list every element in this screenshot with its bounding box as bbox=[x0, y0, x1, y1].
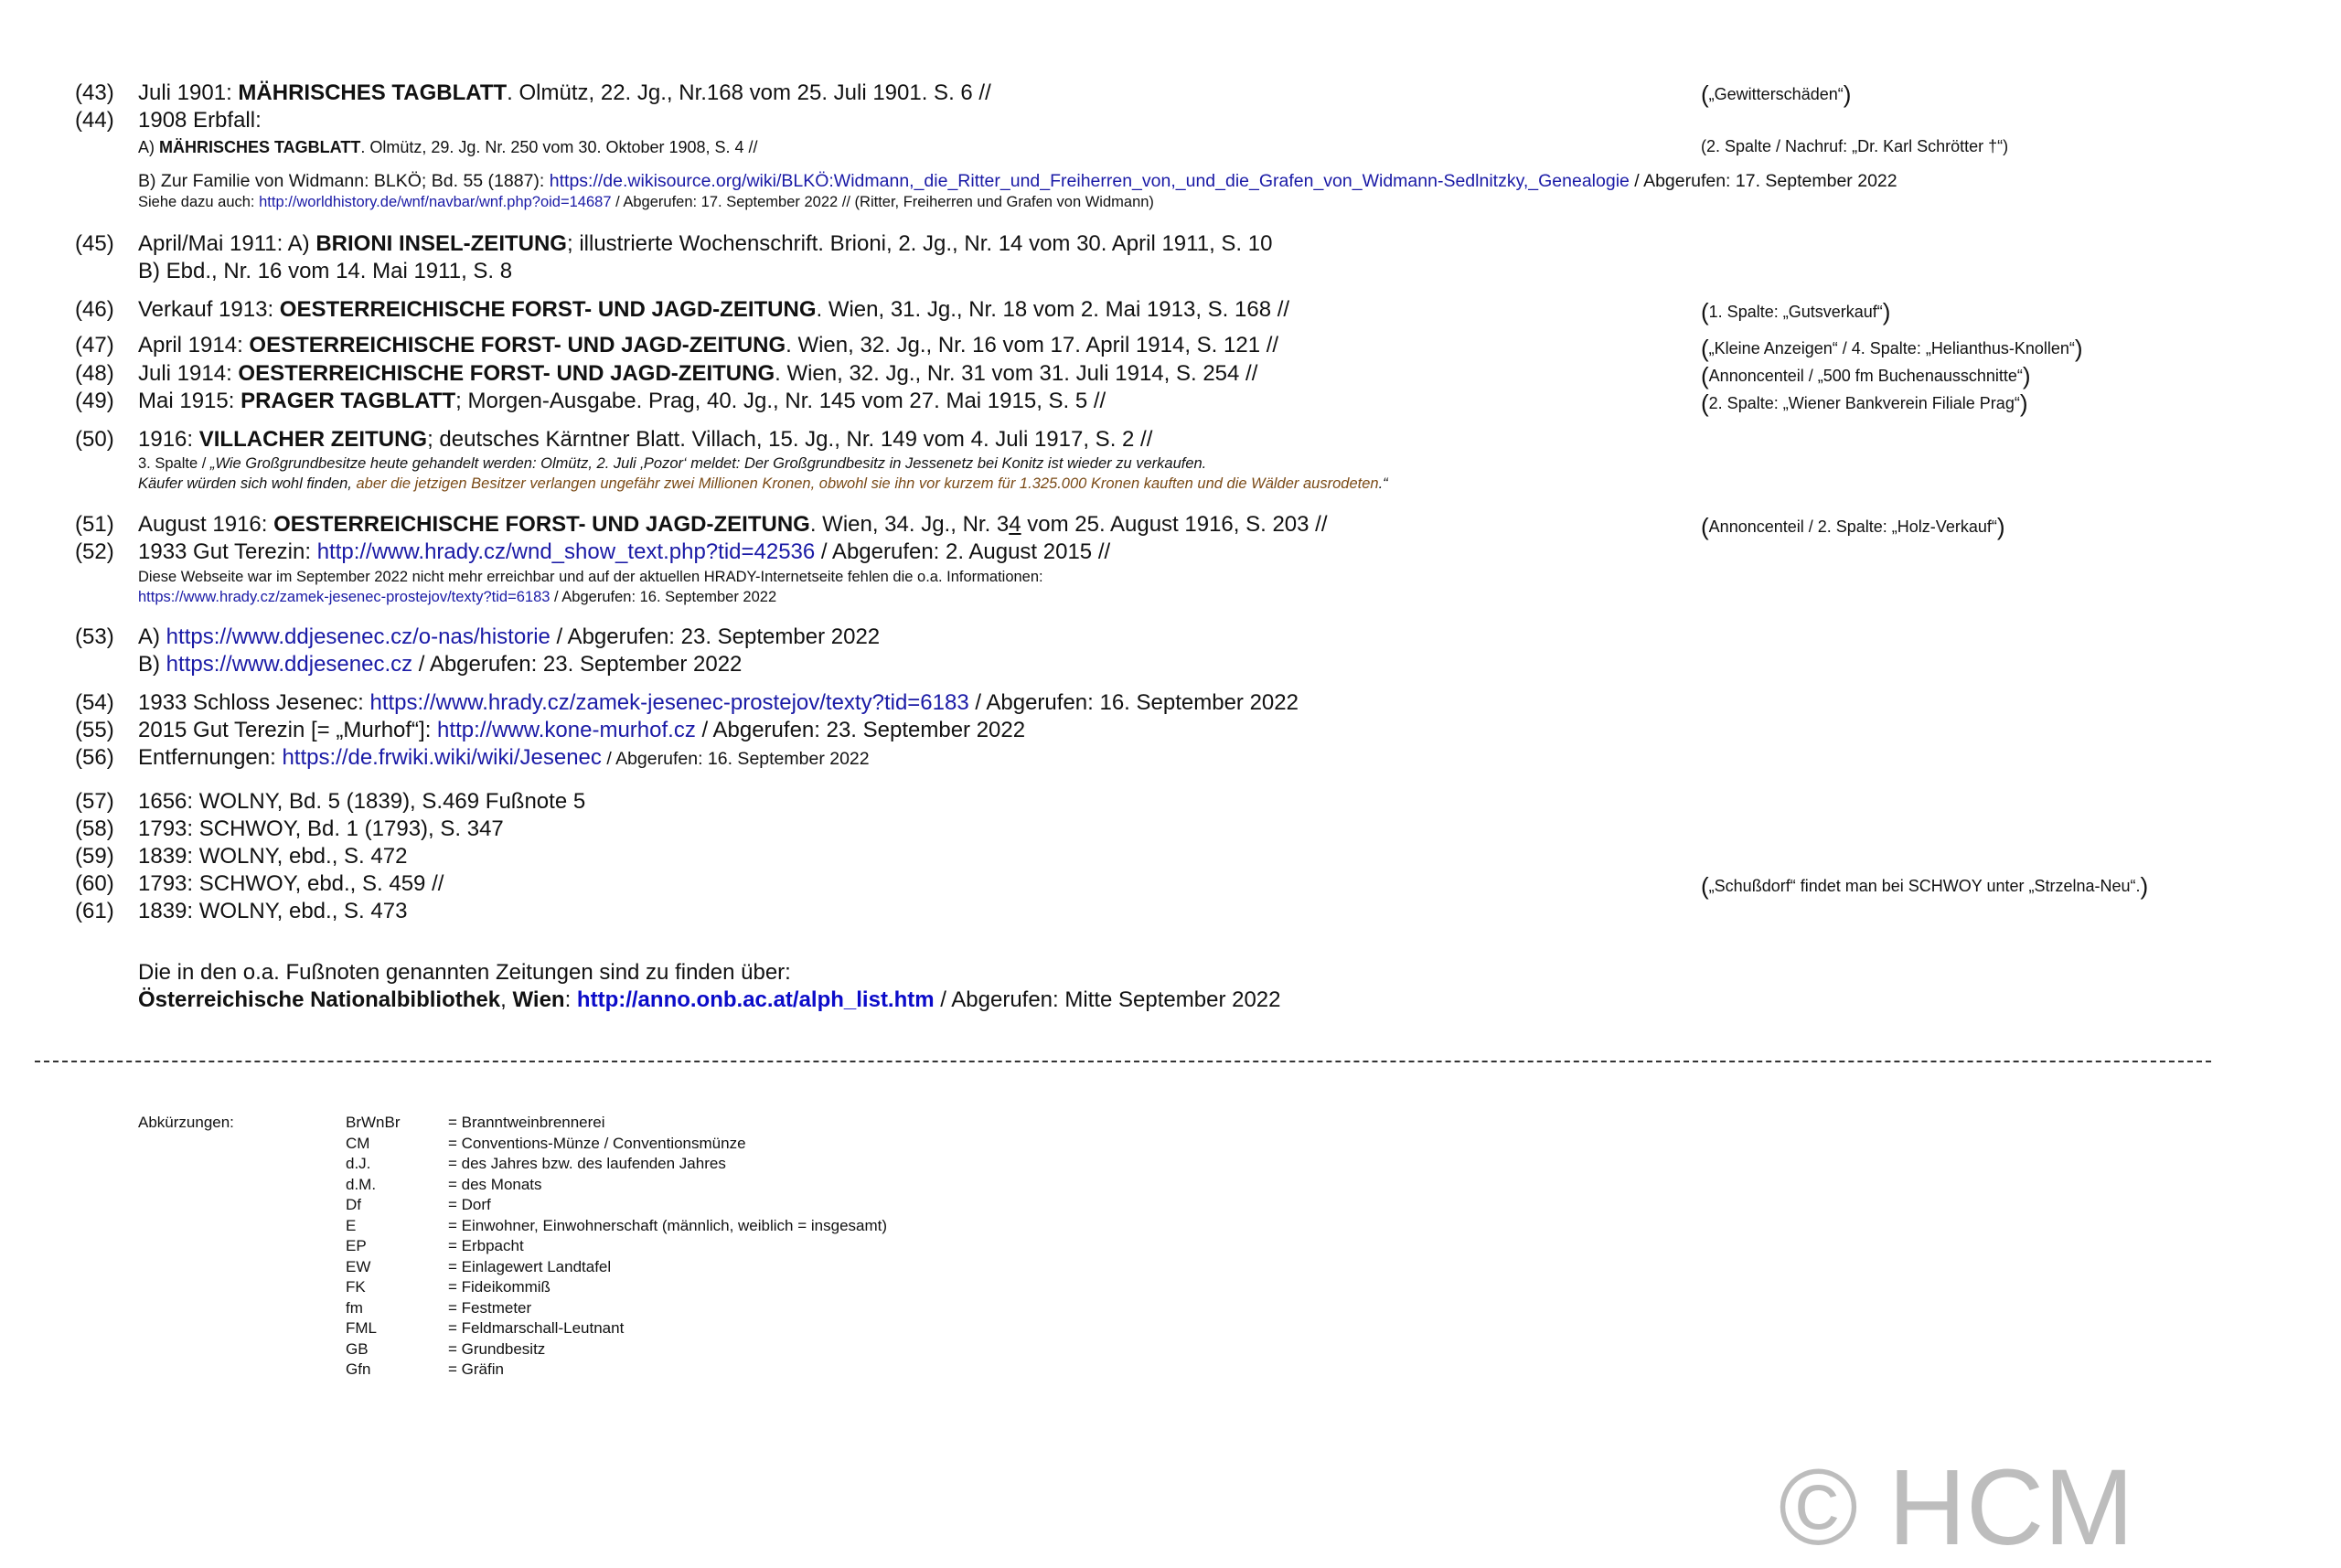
footnote-number: (43) bbox=[75, 80, 114, 105]
sources-intro: Die in den o.a. Fußnoten genannten Zeitungen sind zu finden über: bbox=[138, 960, 791, 985]
footnote-number: (51) bbox=[75, 512, 114, 537]
newspaper-title: VILLACHER ZEITUNG bbox=[198, 427, 428, 452]
abbreviation-key: EP bbox=[346, 1237, 367, 1254]
footnote-number: (56) bbox=[75, 745, 114, 770]
footnote-remark: („Kleine Anzeigen“ / 4. Spalte: „Helianthus-Knollen“) bbox=[1701, 335, 2083, 362]
newspaper-title: OESTERREICHISCHE FORST- UND JAGD-ZEITUNG bbox=[249, 333, 786, 357]
footnote-number: (61) bbox=[75, 899, 114, 923]
frwiki-link[interactable]: https://de.frwiki.wiki/wiki/Jesenec bbox=[282, 745, 602, 770]
footnote-text: 1839: WOLNY, ebd., S. 473 bbox=[138, 899, 408, 923]
abbreviation-value: = Gräfin bbox=[448, 1360, 504, 1378]
ddjesenec-history-link[interactable]: https://www.ddjesenec.cz/o-nas/historie bbox=[166, 624, 551, 649]
library-name: Österreichische Nationalbibliothek bbox=[138, 987, 501, 1012]
footnote-remark: (2. Spalte / Nachruf: „Dr. Karl Schrötter †“) bbox=[1701, 137, 2009, 155]
abbreviations-label: Abkürzungen: bbox=[138, 1114, 234, 1131]
abbreviation-value: = Fideikommiß bbox=[448, 1278, 551, 1296]
footnote-text: April 1914: OESTERREICHISCHE FORST- UND JAGD-ZEITUNG. Wien, 32. Jg., Nr. 16 vom 17. April 1914, S. 121 // bbox=[138, 333, 1279, 357]
footnote-remark: (Annoncenteil / 2. Spalte: „Holz-Verkauf“) bbox=[1701, 513, 2005, 540]
footnote-number: (54) bbox=[75, 690, 114, 715]
footnote-text: 1793: SCHWOY, ebd., S. 459 // bbox=[138, 871, 444, 896]
newspaper-title: OESTERREICHISCHE FORST- UND JAGD-ZEITUNG bbox=[279, 297, 817, 322]
newspaper-title: OESTERREICHISCHE FORST- UND JAGD-ZEITUNG bbox=[273, 512, 810, 537]
hrady-link[interactable]: http://www.hrady.cz/wnd_show_text.php?tid=42536 bbox=[316, 539, 816, 564]
abbreviation-value: = Erbpacht bbox=[448, 1237, 524, 1254]
footnote-subentry-b: B) Zur Familie von Widmann: BLKÖ; Bd. 55 (1887): https://de.wikisource.org/wiki/BLKÖ:Widmann,_die_Ritter_und_Freiherren_von,_und_die_Grafen_von_Widmann-Sedlnitzky,_Genealogie / Abgerufen: 17. September 2022 bbox=[138, 171, 1897, 191]
abbreviation-value: = des Monats bbox=[448, 1175, 542, 1193]
footnote-text: Mai 1915: PRAGER TAGBLATT; Morgen-Ausgabe. Prag, 40. Jg., Nr. 145 vom 27. Mai 1915, S. 5 // bbox=[138, 389, 1106, 413]
footnote-text: 1839: WOLNY, ebd., S. 472 bbox=[138, 844, 408, 869]
abbreviation-value: = Feldmarschall-Leutnant bbox=[448, 1319, 625, 1337]
footnote-number: (44) bbox=[75, 108, 114, 133]
wikisource-link[interactable]: https://de.wikisource.org/wiki/BLKÖ:Widmann,_die_Ritter_und_Freiherren_von,_und_die_Grafen_von_Widmann-Sedlnitzky,_Genealogie bbox=[549, 171, 1630, 191]
newspaper-title: BRIONI INSEL-ZEITUNG bbox=[315, 231, 567, 256]
footnote-text: Juli 1901: MÄHRISCHES TAGBLATT. Olmütz, 22. Jg., Nr.168 vom 25. Juli 1901. S. 6 // bbox=[138, 80, 991, 105]
footnote-number: (57) bbox=[75, 789, 114, 814]
footnote-remark: („Gewitterschäden“) bbox=[1701, 80, 1852, 108]
abbreviation-value: = Branntweinbrennerei bbox=[448, 1114, 605, 1131]
anno-onb-link[interactable]: http://anno.onb.ac.at/alph_list.htm bbox=[576, 987, 935, 1012]
abbreviation-key: Df bbox=[346, 1196, 361, 1213]
footnote-number: (58) bbox=[75, 816, 114, 841]
abbreviation-key: E bbox=[346, 1216, 357, 1234]
footnote-subentry-a: A) https://www.ddjesenec.cz/o-nas/historie / Abgerufen: 23. September 2022 bbox=[138, 624, 881, 649]
footnote-number: (45) bbox=[75, 231, 114, 256]
footnote-number: (59) bbox=[75, 844, 114, 869]
abbreviation-value: = Einwohner, Einwohnerschaft (männlich, weiblich = insgesamt) bbox=[448, 1216, 888, 1234]
abbreviation-value: = des Jahres bzw. des laufenden Jahres bbox=[448, 1155, 726, 1172]
newspaper-title: PRAGER TAGBLATT bbox=[241, 389, 456, 413]
footnote-quote-line2: Käufer würden sich wohl finden, aber die jetzigen Besitzer verlangen ungefähr zwei Millionen Kronen, obwohl sie ihn vor kurzem für 1.325.000 Kronen kauften und die Wälder ausrodeten.“ bbox=[138, 475, 1388, 492]
footnote-text: 2015 Gut Terezin [= „Murhof“]: http://www.kone-murhof.cz / Abgerufen: 23. September 2022 bbox=[138, 718, 1026, 742]
abbreviation-key: EW bbox=[346, 1257, 371, 1275]
abbreviation-value: = Dorf bbox=[448, 1196, 491, 1213]
copyright-watermark: © HCM bbox=[1779, 1447, 2134, 1568]
footnote-text: Entfernungen: https://de.frwiki.wiki/wiki/Jesenec / Abgerufen: 16. September 2022 bbox=[138, 745, 870, 770]
footnote-subentry-b: B) https://www.ddjesenec.cz / Abgerufen: 23. September 2022 bbox=[138, 652, 743, 677]
abbreviation-key: GB bbox=[346, 1339, 369, 1358]
footnote-number: (60) bbox=[75, 871, 114, 896]
footnote-text: 1933 Gut Terezin: http://www.hrady.cz/wnd_show_text.php?tid=42536 / Abgerufen: 2. August 2015 // bbox=[138, 539, 1111, 564]
footnote-text: 1916: VILLACHER ZEITUNG; deutsches Kärntner Blatt. Villach, 15. Jg., Nr. 149 vom 4. Juli 1917, S. 2 // bbox=[138, 427, 1153, 452]
abbreviation-value: = Festmeter bbox=[448, 1298, 532, 1317]
footnote-number: (50) bbox=[75, 427, 114, 452]
abbreviation-key: Gfn bbox=[346, 1360, 371, 1378]
hrady-new-link[interactable]: https://www.hrady.cz/zamek-jesenec-prostejov/texty?tid=6183 bbox=[138, 589, 551, 605]
abbreviation-key: BrWnBr bbox=[346, 1114, 401, 1131]
abbreviation-key: fm bbox=[346, 1298, 363, 1317]
abbreviation-value: = Einlagewert Landtafel bbox=[448, 1257, 612, 1275]
footnote-remark: (Annoncenteil / „500 fm Buchenausschnitte“) bbox=[1701, 362, 2031, 389]
abbreviation-key: FK bbox=[346, 1278, 366, 1296]
sources-line: Österreichische Nationalbibliothek, Wien: http://anno.onb.ac.at/alph_list.htm / Abgerufen: Mitte September 2022 bbox=[138, 987, 1281, 1012]
footnote-number: (49) bbox=[75, 389, 114, 413]
ddjesenec-link[interactable]: https://www.ddjesenec.cz bbox=[166, 652, 413, 677]
footnote-remark-text: Diese Webseite war im September 2022 nicht mehr erreichbar und auf der aktuellen HRADY-Internetseite fehlen die o.a. Informationen: bbox=[138, 569, 1043, 585]
footnote-text: Verkauf 1913: OESTERREICHISCHE FORST- UND JAGD-ZEITUNG. Wien, 31. Jg., Nr. 18 vom 2. Mai 1913, S. 168 // bbox=[138, 297, 1290, 322]
footnote-text: August 1916: OESTERREICHISCHE FORST- UND JAGD-ZEITUNG. Wien, 34. Jg., Nr. 34 vom 25. August 1916, S. 203 // bbox=[138, 512, 1328, 537]
footnote-text: 1908 Erbfall: bbox=[138, 108, 262, 133]
newspaper-title: MÄHRISCHES TAGBLATT bbox=[238, 80, 508, 105]
abbreviation-key: FML bbox=[346, 1319, 377, 1337]
footnote-remark: („Schußdorf“ findet man bei SCHWOY unter „Strzelna-Neu“.) bbox=[1701, 872, 2149, 900]
footnote-number: (53) bbox=[75, 624, 114, 649]
footnote-text: 1793: SCHWOY, Bd. 1 (1793), S. 347 bbox=[138, 816, 504, 841]
footnote-remark-link-line: https://www.hrady.cz/zamek-jesenec-prostejov/texty?tid=6183 / Abgerufen: 16. September 2022 bbox=[138, 589, 777, 605]
footnote-number: (48) bbox=[75, 361, 114, 386]
kone-murhof-link[interactable]: http://www.kone-murhof.cz bbox=[437, 718, 696, 742]
footnote-text: Juli 1914: OESTERREICHISCHE FORST- UND JAGD-ZEITUNG. Wien, 32. Jg., Nr. 31 vom 31. Juli 1914, S. 254 // bbox=[138, 361, 1258, 386]
abbreviation-value: = Grundbesitz bbox=[448, 1339, 546, 1358]
worldhistory-link[interactable]: http://worldhistory.de/wnf/navbar/wnf.php?oid=14687 bbox=[259, 194, 612, 210]
footnote-text-line2: B) Ebd., Nr. 16 vom 14. Mai 1911, S. 8 bbox=[138, 259, 513, 283]
abbreviation-key: d.M. bbox=[346, 1175, 377, 1193]
newspaper-title: OESTERREICHISCHE FORST- UND JAGD-ZEITUNG bbox=[238, 361, 775, 386]
footnote-see-also: Siehe dazu auch: http://worldhistory.de/wnf/navbar/wnf.php?oid=14687 / Abgerufen: 17. September 2022 // (Ritter, Freiherren und Grafen von Widmann) bbox=[138, 194, 1154, 210]
footnote-number: (46) bbox=[75, 297, 114, 322]
footnote-text: 1656: WOLNY, Bd. 5 (1839), S.469 Fußnote 5 bbox=[138, 789, 586, 814]
hrady-jesenec-link[interactable]: https://www.hrady.cz/zamek-jesenec-prostejov/texty?tid=6183 bbox=[369, 690, 969, 715]
footnote-number: (47) bbox=[75, 333, 114, 357]
dashed-divider bbox=[35, 1061, 2211, 1062]
newspaper-title: MÄHRISCHES TAGBLATT bbox=[159, 138, 361, 156]
footnote-remark: (1. Spalte: „Gutsverkauf“) bbox=[1701, 298, 1891, 325]
footnote-text: 1933 Schloss Jesenec: https://www.hrady.cz/zamek-jesenec-prostejov/texty?tid=6183 / Abgerufen: 16. September 2022 bbox=[138, 690, 1299, 715]
abbreviation-key: CM bbox=[346, 1134, 370, 1152]
footnote-subentry-a: A) MÄHRISCHES TAGBLATT. Olmütz, 29. Jg. Nr. 250 vom 30. Oktober 1908, S. 4 // bbox=[138, 138, 758, 156]
abbreviation-value: = Conventions-Münze / Conventionsmünze bbox=[448, 1134, 746, 1152]
footnote-quote-line1: 3. Spalte / „Wie Großgrundbesitze heute gehandelt werden: Olmütz, 2. Juli ‚Pozor‘ meldet: Der Großgrundbesitz in Jessenetz bei Konitz ist wieder zu verkaufen. bbox=[138, 455, 1207, 472]
abbreviation-key: d.J. bbox=[346, 1155, 371, 1172]
footnote-number: (52) bbox=[75, 539, 114, 564]
highlighted-quote: aber die jetzigen Besitzer verlangen ungefähr zwei Millionen Kronen, obwohl sie ihn vor kurzem für 1.325.000 Kronen kauften und die Wälder ausrodeten bbox=[356, 475, 1379, 492]
footnote-number: (55) bbox=[75, 718, 114, 742]
footnote-remark: (2. Spalte: „Wiener Bankverein Filiale Prag“) bbox=[1701, 389, 2028, 417]
footnote-text: April/Mai 1911: A) BRIONI INSEL-ZEITUNG; illustrierte Wochenschrift. Brioni, 2. Jg., Nr. 14 vom 30. April 1911, S. 10 bbox=[138, 231, 1273, 256]
